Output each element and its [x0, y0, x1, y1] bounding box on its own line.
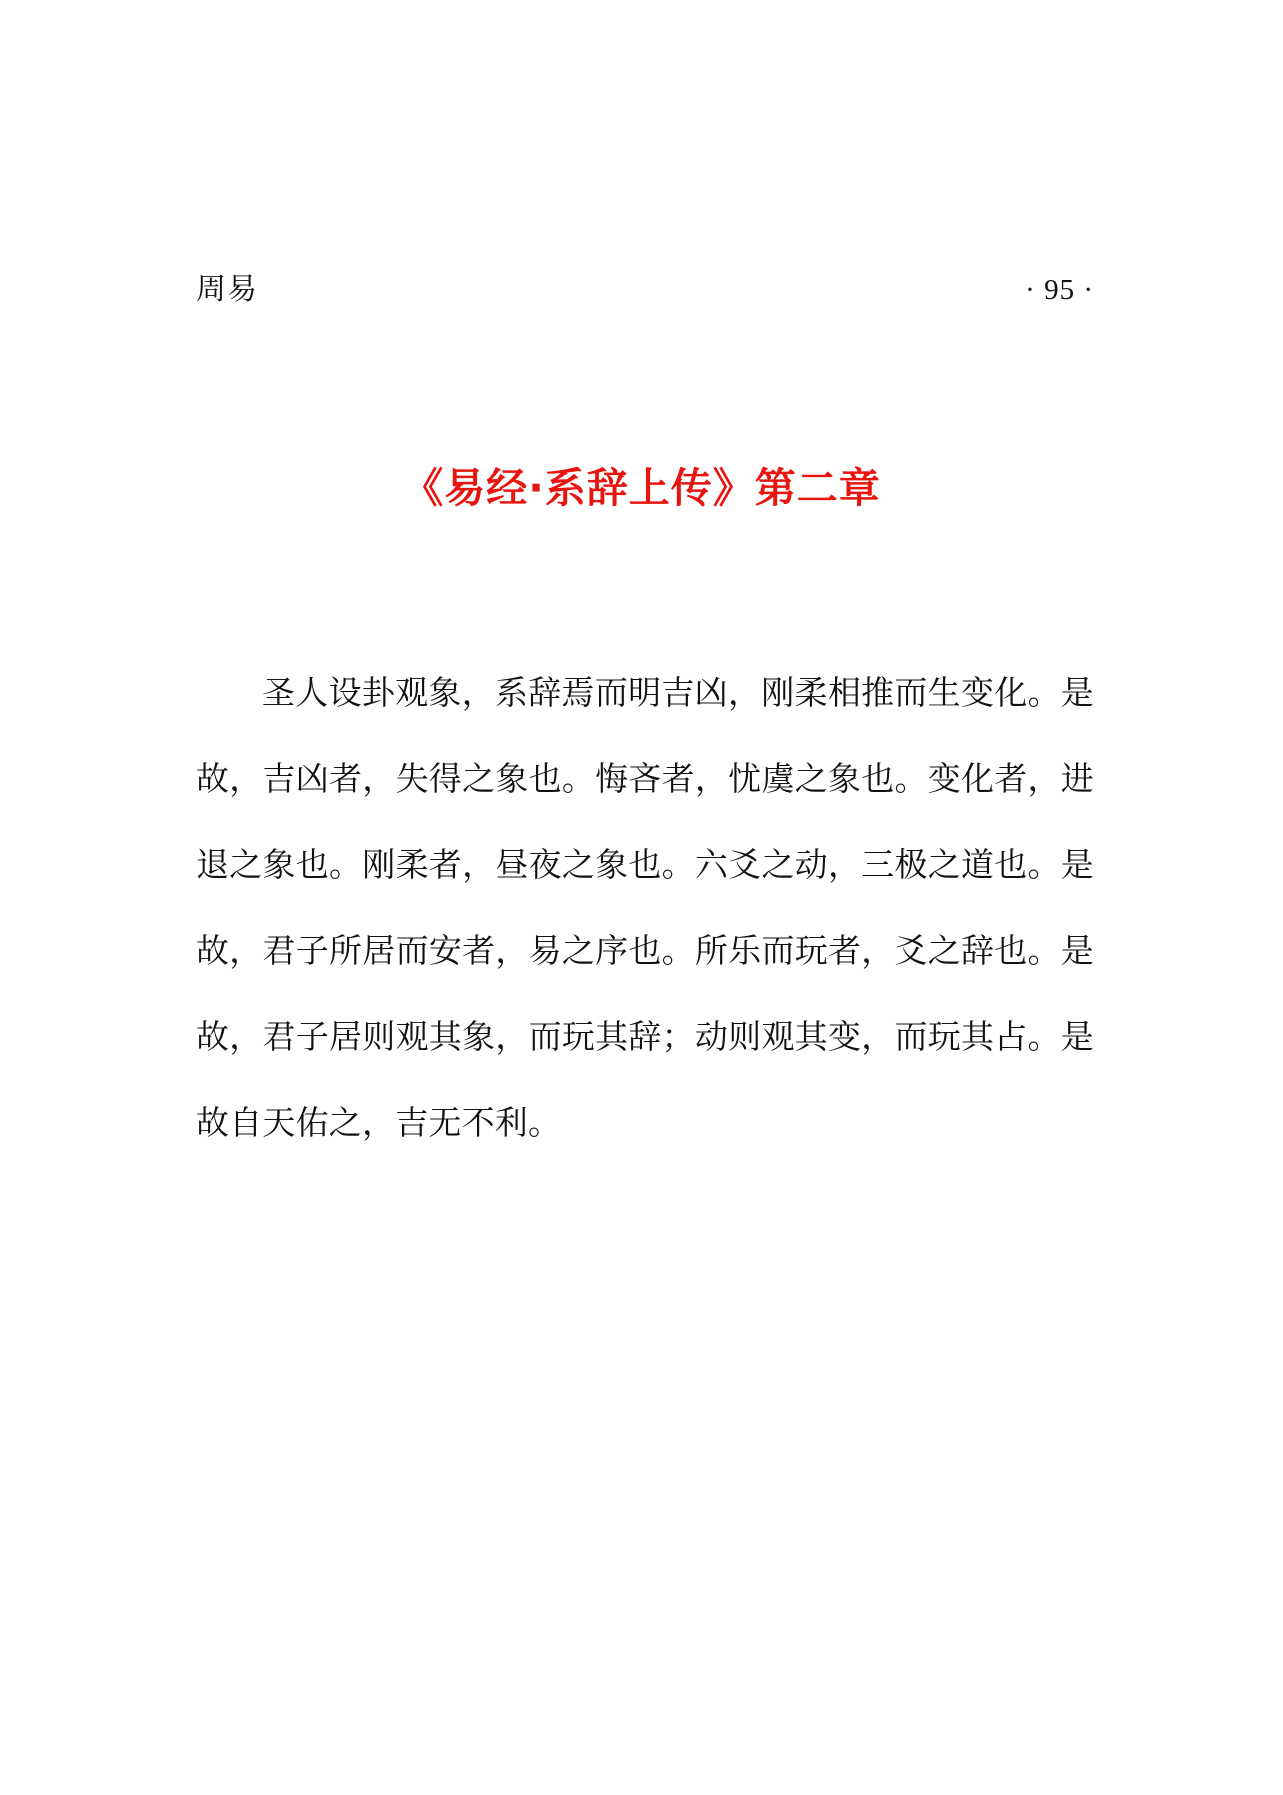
- body-paragraph: 圣人设卦观象，系辞焉而明吉凶，刚柔相推而生变化。是故，吉凶者，失得之象也。悔吝者，忧虞之象也。变化者，进退之象也。刚柔者，昼夜之象也。六爻之动，三极之道也。是故，君子所居而安者，易之序也。所乐而玩者，爻之辞也。是故，君子居则观其象，而玩其辞；动则观其变，而玩其占。是故自天佑之，吉无不利。: [196, 673, 1094, 1142]
- book-name: 周易: [196, 272, 258, 307]
- chapter-title: 《易经·系辞上传》第二章: [402, 464, 881, 512]
- running-header: [196, 268, 1094, 312]
- page-number: · 95 ·: [1025, 274, 1094, 306]
